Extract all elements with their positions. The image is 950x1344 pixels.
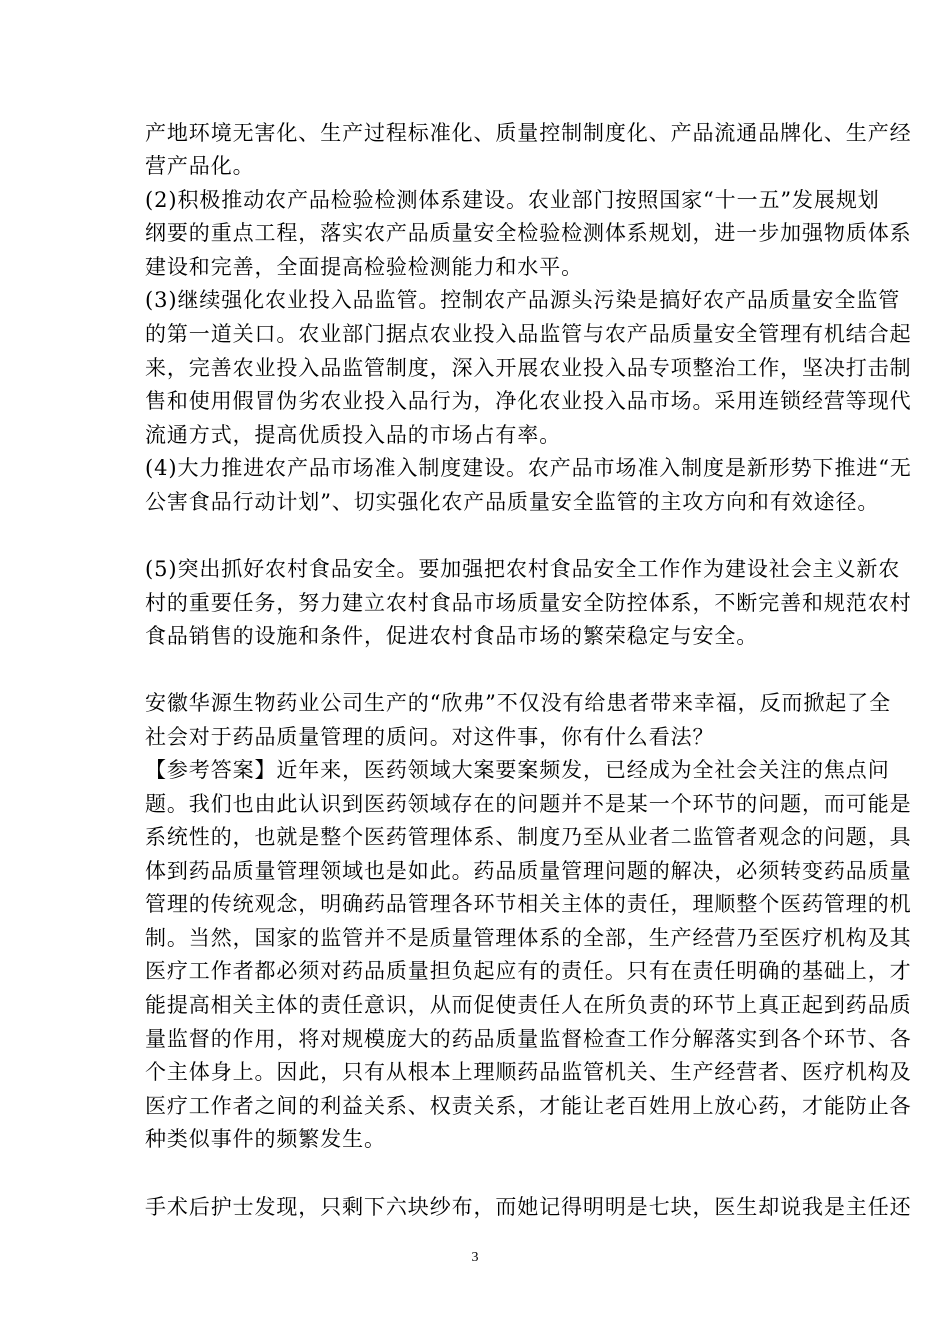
text-line: 村的重要任务，努力建立农村食品市场质量安全防控体系，不断完善和规范农村 bbox=[145, 591, 912, 615]
text-line: 营产品化。 bbox=[145, 154, 255, 178]
text-line: 社会对于药品质量管理的质问。对这件事，你有什么看法？ bbox=[145, 725, 715, 749]
text-line: 种类似事件的频繁发生。 bbox=[145, 1127, 386, 1151]
text-line: 体到药品质量管理领域也是如此。药品质量管理问题的解决，必须转变药品质量 bbox=[145, 859, 912, 883]
text-line: 【参考答案】近年来，医药领域大案要案频发，已经成为全社会关注的焦点问 bbox=[145, 758, 890, 782]
text-line: (5)突出抓好农村食品安全。要加强把农村食品安全工作作为建设社会主义新农 bbox=[145, 557, 901, 581]
text-line: (4)大力推进农产品市场准入制度建设。农产品市场准入制度是新形势下推进“无 bbox=[145, 456, 912, 480]
text-line: 产地环境无害化、生产过程标准化、质量控制制度化、产品流通品牌化、生产经 bbox=[145, 121, 912, 145]
text-line: 题。我们也由此认识到医药领域存在的问题并不是某一个环节的问题，而可能是 bbox=[145, 792, 912, 816]
text-line: 系统性的，也就是整个医药管理体系、制度乃至从业者二监管者观念的问题，具 bbox=[145, 825, 912, 849]
text-line: 流通方式，提高优质投入品的市场占有率。 bbox=[145, 423, 562, 447]
text-line: 的第一道关口。农业部门据点农业投入品监管与农产品质量安全管理有机结合起 bbox=[145, 322, 912, 346]
text-line: 量监督的作用，将对规模庞大的药品质量监督检查工作分解落实到各个环节、各 bbox=[145, 1027, 912, 1051]
text-line: 能提高相关主体的责任意识，从而促使责任人在所负责的环节上真正起到药品质 bbox=[145, 993, 912, 1017]
text-line: 售和使用假冒伪劣农业投入品行为，净化农业投入品市场。采用连锁经营等现代 bbox=[145, 389, 912, 413]
text-line: 建设和完善，全面提高检验检测能力和水平。 bbox=[145, 255, 583, 279]
text-line: 医疗工作者都必须对药品质量担负起应有的责任。只有在责任明确的基础上，才 bbox=[145, 959, 912, 983]
text-line: 制。当然，国家的监管并不是质量管理体系的全部，生产经营乃至医疗机构及其 bbox=[145, 926, 912, 950]
text-line: 公害食品行动计划”、切实强化农产品质量安全监管的主攻方向和有效途径。 bbox=[145, 490, 880, 514]
text-line: 来，完善农业投入品监管制度，深入开展农业投入品专项整治工作，坚决打击制 bbox=[145, 356, 912, 380]
text-line: 管理的传统观念，明确药品管理各环节相关主体的责任，理顺整个医药管理的机 bbox=[145, 892, 912, 916]
text-line: 个主体身上。因此，只有从根本上理顺药品监管机关、生产经营者、医疗机构及 bbox=[145, 1060, 912, 1084]
text-line: 安徽华源生物药业公司生产的“欣弗”不仅没有给患者带来幸福，反而掀起了全 bbox=[145, 691, 891, 715]
text-line: 医疗工作者之间的利益关系、权责关系，才能让老百姓用上放心药，才能防止各 bbox=[145, 1094, 912, 1118]
text-line: 食品销售的设施和条件，促进农村食品市场的繁荣稳定与安全。 bbox=[145, 624, 759, 648]
page-number: 3 bbox=[471, 1250, 479, 1265]
text-line: (2)积极推动农产品检验检测体系建设。农业部门按照国家“十一五”发展规划 bbox=[145, 188, 880, 212]
text-line: 手术后护士发现，只剩下六块纱布，而她记得明明是七块，医生却说我是主任还 bbox=[145, 1195, 912, 1219]
text-line: (3)继续强化农业投入品监管。控制农产品源头污染是搞好农产品质量安全监管 bbox=[145, 288, 901, 312]
text-line: 纲要的重点工程，落实农产品质量安全检验检测体系规划，进一步加强物质体系 bbox=[145, 221, 912, 245]
